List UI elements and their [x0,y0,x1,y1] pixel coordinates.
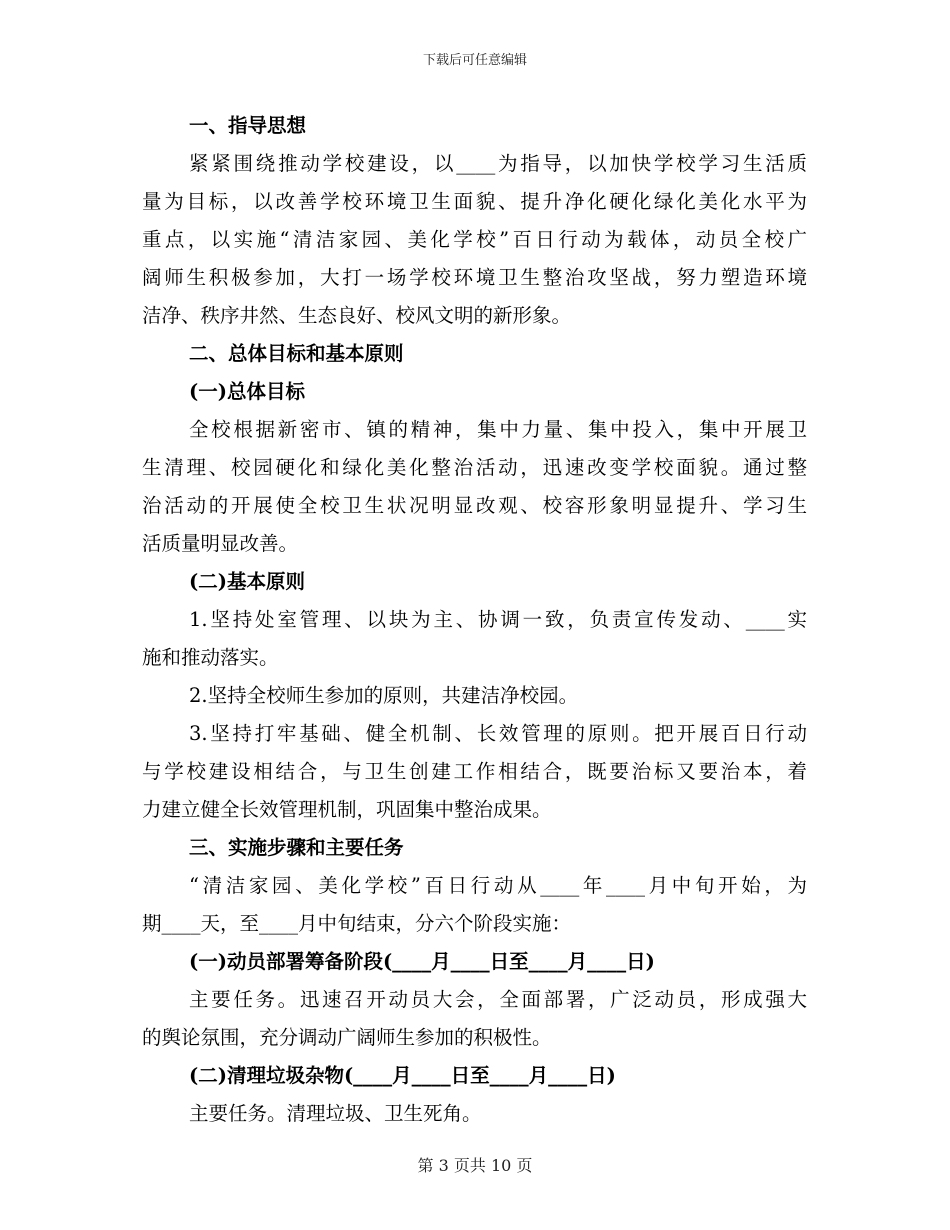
paragraph-line: 洁净、秩序井然、生态良好、校风文明的新形象。 [142,304,572,327]
paragraph-line: 主要任务。迅速召开动员大会，全面部署，广泛动员，形成强大 [189,988,807,1011]
section-heading-line: (一)总体目标 [189,380,305,403]
paragraph-line: 阔师生积极参加，大打一场学校环境卫生整治攻坚战，努力塑造环境 [142,266,807,289]
paragraph-line: 力建立健全长效管理机制，巩固集中整治成果。 [142,798,552,821]
paragraph-line: “清洁家园、美化学校”百日行动从____年____月中旬开始，为 [189,874,807,897]
section-heading-line: 三、实施步骤和主要任务 [189,836,404,859]
paragraph-line: 重点，以实施“清洁家园、美化学校”百日行动为载体，动员全校广 [142,228,807,251]
paragraph-line: 与学校建设相结合，与卫生创建工作相结合，既要治标又要治本，着 [142,760,807,783]
section-heading-line: (二)基本原则 [189,570,305,593]
paragraph-line: 全校根据新密市、镇的精神，集中力量、集中投入，集中开展卫 [189,418,807,441]
section-heading-line: (二)清理垃圾杂物(____月____日至____月____日) [189,1064,616,1087]
paragraph-line: 1.坚持处室管理、以块为主、协调一致，负责宣传发动、____实 [189,608,807,631]
paragraph-line: 期____天，至____月中旬结束，分六个阶段实施： [142,912,572,935]
paragraph-line: 的舆论氛围，充分调动广阔师生参加的积极性。 [142,1026,552,1049]
page-footer: 第 3 页共 10 页 [417,1156,533,1175]
paragraph-line: 紧紧围绕推动学校建设，以____为指导，以加快学校学习生活质 [189,152,807,175]
paragraph-line: 量为目标，以改善学校环境卫生面貌、提升净化硬化绿化美化水平为 [142,190,807,213]
section-heading-line: 二、总体目标和基本原则 [189,342,404,365]
page-header: 下载后可任意编辑 [422,53,527,68]
paragraph-line: 施和推动落实。 [142,646,279,669]
section-heading-line: (一)动员部署筹备阶段(____月____日至____月____日) [189,950,655,973]
paragraph-line: 活质量明显改善。 [142,532,299,555]
document-body [142,107,807,1133]
paragraph-line: 治活动的开展使全校卫生状况明显改观、校容形象明显提升、学习生 [142,494,807,517]
paragraph-line: 3.坚持打牢基础、健全机制、长效管理的原则。把开展百日行动 [189,722,807,745]
section-heading-line: 一、指导思想 [189,114,307,137]
paragraph-line: 2.坚持全校师生参加的原则，共建洁净校园。 [189,684,579,707]
paragraph-line: 主要任务。清理垃圾、卫生死角。 [189,1102,482,1125]
paragraph-line: 生清理、校园硬化和绿化美化整治活动，迅速改变学校面貌。通过整 [142,456,807,479]
